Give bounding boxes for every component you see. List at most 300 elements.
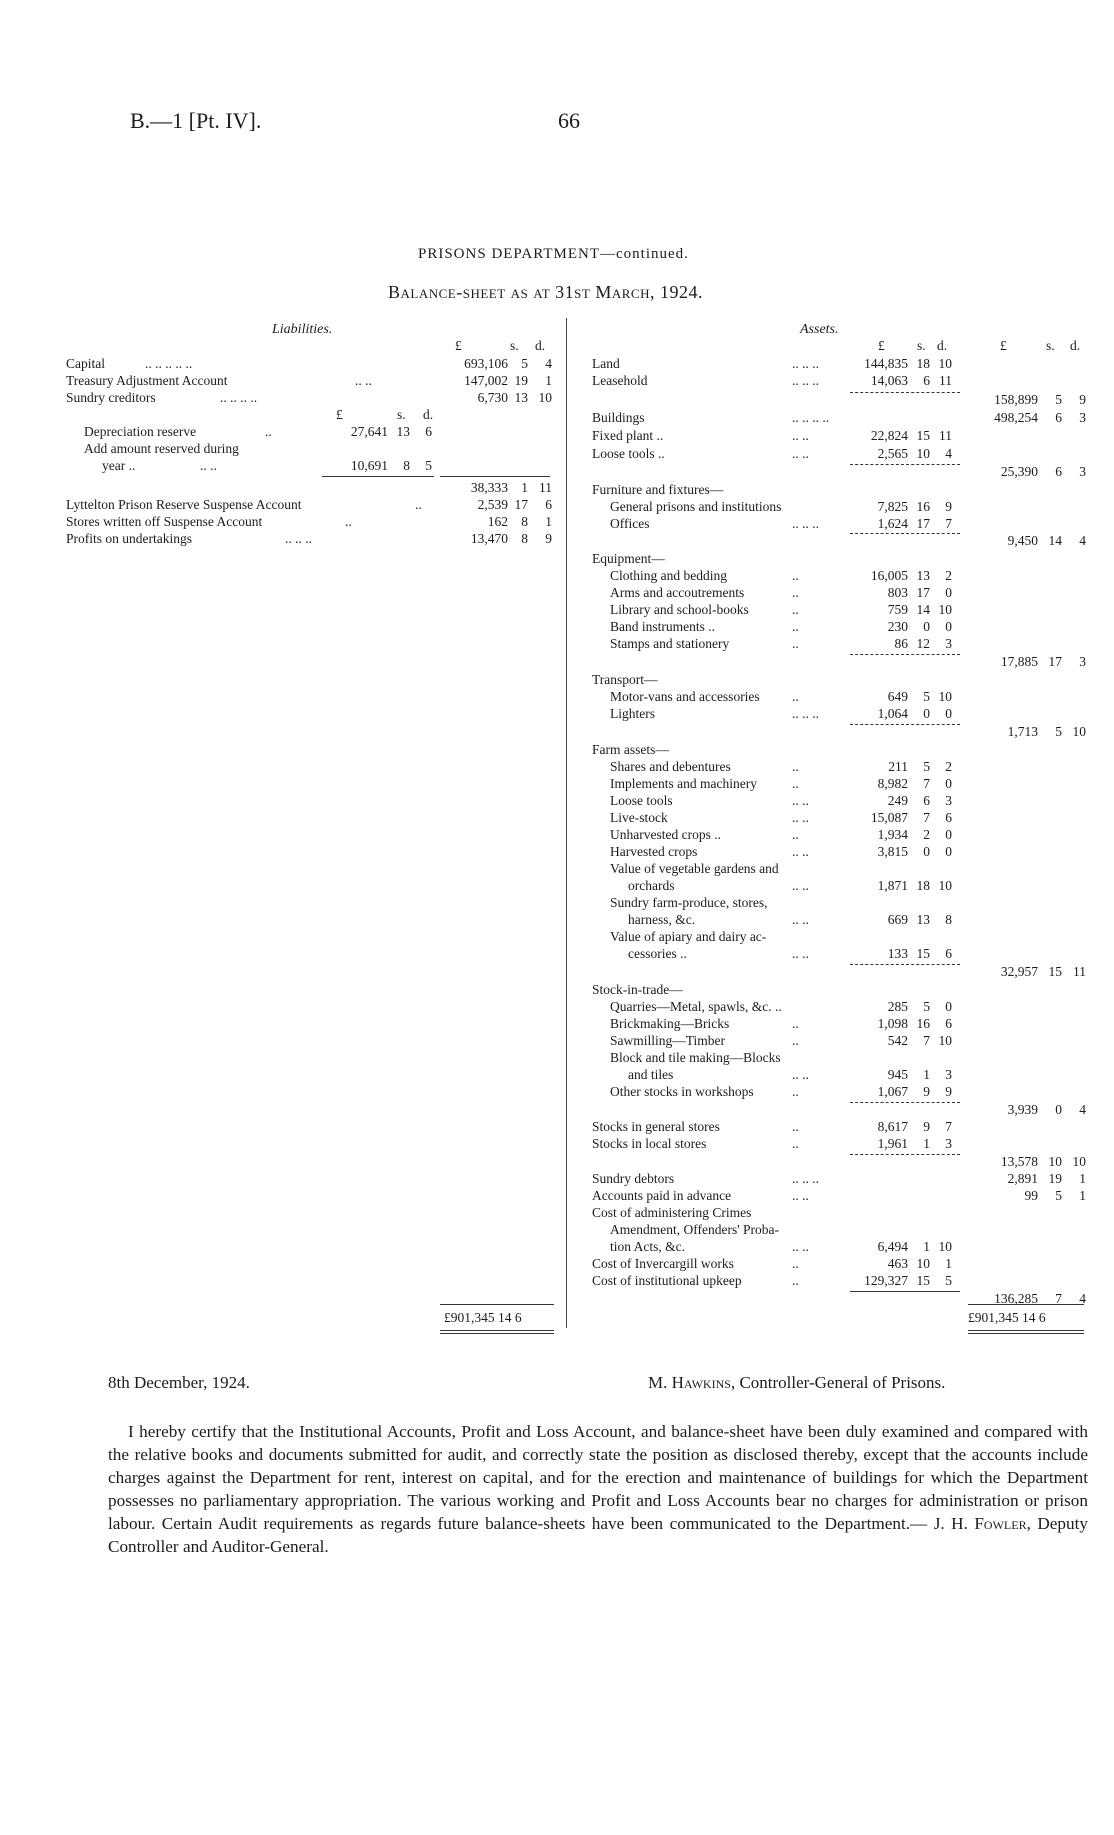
assets-outer-pound-header: £ xyxy=(1000,338,1007,353)
leader-dots: .. xyxy=(792,568,799,583)
subtotal-rule xyxy=(850,392,960,393)
asset-label: Implements and machinery xyxy=(610,776,757,791)
asset-total-pounds: 99 xyxy=(1024,1188,1038,1203)
asset-shillings: 16 xyxy=(916,499,930,514)
asset-total-shillings: 19 xyxy=(1048,1171,1062,1186)
asset-shillings: 1 xyxy=(923,1136,930,1151)
leader-dots: .. xyxy=(792,827,799,842)
liability-pounds: 13,470 xyxy=(470,531,508,546)
leader-dots: .. xyxy=(265,424,272,439)
asset-label: Other stocks in workshops xyxy=(610,1084,754,1099)
leader-dots: .. .. xyxy=(792,912,809,927)
asset-total-pounds: 3,939 xyxy=(1007,1102,1038,1117)
asset-shillings: 12 xyxy=(916,636,930,651)
asset-shillings: 7 xyxy=(923,776,930,791)
certificate-signer-title: Deputy Controller and Auditor-General. xyxy=(108,1514,1088,1556)
asset-pounds: 1,871 xyxy=(877,878,908,893)
asset-pence: 10 xyxy=(938,689,952,704)
asset-shillings: 2 xyxy=(923,827,930,842)
liability-label-sundry-creditors: Sundry creditors xyxy=(66,390,156,405)
asset-pence: 0 xyxy=(945,827,952,842)
asset-label: Accounts paid in advance xyxy=(592,1188,732,1203)
asset-pounds: 803 xyxy=(887,585,908,600)
reserve-pence: 5 xyxy=(425,458,432,473)
asset-pounds: 16,005 xyxy=(870,568,908,583)
asset-label: Value of apiary and dairy ac- xyxy=(610,929,767,944)
certificate-signer: J. H. Fowler, xyxy=(933,1514,1031,1533)
leader-dots: .. .. .. xyxy=(792,706,819,721)
leader-dots: .. xyxy=(792,1256,799,1271)
asset-pence: 10 xyxy=(938,1239,952,1254)
asset-total-shillings: 7 xyxy=(1055,1291,1062,1306)
asset-pounds: 1,098 xyxy=(877,1016,908,1031)
liability-pence: 6 xyxy=(545,497,552,512)
leader-dots: .. .. .. .. xyxy=(792,410,830,425)
liability-shillings: 19 xyxy=(514,373,528,388)
asset-shillings: 6 xyxy=(923,373,930,388)
asset-pence: 9 xyxy=(945,1084,952,1099)
asset-label: Brickmaking—Bricks xyxy=(610,1016,730,1031)
reserve-pence: 6 xyxy=(425,424,432,439)
asset-total-pence: 1 xyxy=(1079,1171,1086,1186)
asset-shillings: 14 xyxy=(916,602,930,617)
subtotal-rule xyxy=(850,654,960,655)
asset-pounds: 1,067 xyxy=(877,1084,908,1099)
page-number: 66 xyxy=(558,108,580,133)
subtotal-rule xyxy=(850,964,960,965)
leader-dots: .. .. .. .. .. xyxy=(145,356,193,371)
asset-label: Buildings xyxy=(592,410,645,425)
asset-label: Shares and debentures xyxy=(610,759,731,774)
subtotal-rule xyxy=(850,724,960,725)
asset-label: Amendment, Offenders' Proba- xyxy=(610,1222,780,1237)
asset-label: Block and tile making—Blocks xyxy=(610,1050,781,1065)
leader-dots: .. .. xyxy=(792,793,809,808)
asset-pounds: 463 xyxy=(887,1256,908,1271)
reserve-label-year: year .. xyxy=(102,458,136,473)
audit-certificate xyxy=(108,1420,1088,1558)
asset-total-pence: 11 xyxy=(1073,964,1086,979)
asset-label: Stamps and stationery xyxy=(610,636,730,651)
liability-label-treasury: Treasury Adjustment Account xyxy=(66,373,228,388)
asset-pence: 10 xyxy=(938,356,952,371)
asset-pounds: 669 xyxy=(887,912,908,927)
asset-total-pounds: 498,254 xyxy=(994,410,1038,425)
asset-total-pounds: 17,885 xyxy=(1000,654,1038,669)
subtotal-rule xyxy=(850,464,960,465)
total-double-rule xyxy=(440,1333,554,1334)
asset-pence: 10 xyxy=(938,1033,952,1048)
asset-pounds: 3,815 xyxy=(877,844,908,859)
asset-pounds: 129,327 xyxy=(864,1273,908,1288)
reserve-pence-header: d. xyxy=(423,407,434,422)
asset-shillings: 17 xyxy=(916,585,930,600)
assets-outer-pence-header: d. xyxy=(1070,338,1081,353)
leader-dots: .. .. xyxy=(792,810,809,825)
total-rule xyxy=(968,1304,1084,1305)
asset-label: Arms and accoutrements xyxy=(610,585,745,600)
asset-pence: 2 xyxy=(945,759,952,774)
asset-pence: 6 xyxy=(945,810,952,825)
reserve-pounds: 10,691 xyxy=(350,458,388,473)
asset-pence: 0 xyxy=(945,585,952,600)
asset-label: Live-stock xyxy=(610,810,668,825)
leader-dots: .. xyxy=(792,759,799,774)
liability-pounds: 2,539 xyxy=(477,497,508,512)
asset-pence: 6 xyxy=(945,946,952,961)
asset-label: Sundry debtors xyxy=(592,1171,675,1186)
asset-shillings: 7 xyxy=(923,810,930,825)
asset-label: Sundry farm-produce, stores, xyxy=(610,895,768,910)
asset-label: Equipment— xyxy=(592,551,665,566)
asset-label: Cost of administering Crimes xyxy=(592,1205,752,1220)
asset-label: Land xyxy=(592,356,620,371)
liability-pence: 4 xyxy=(545,356,552,371)
asset-total-pence: 4 xyxy=(1079,1102,1086,1117)
asset-label: Clothing and bedding xyxy=(610,568,727,583)
asset-pence: 7 xyxy=(945,516,952,531)
asset-total-pence: 10 xyxy=(1072,724,1086,739)
subtotal-rule xyxy=(440,476,550,477)
asset-pence: 0 xyxy=(945,706,952,721)
asset-pounds: 2,565 xyxy=(877,446,908,461)
leader-dots: .. .. .. xyxy=(792,373,819,388)
signature-date: 8th December, 1924. xyxy=(108,1373,250,1392)
asset-pounds: 1,934 xyxy=(877,827,908,842)
asset-shillings: 10 xyxy=(916,1256,930,1271)
leader-dots: .. .. .. xyxy=(792,516,819,531)
total-rule xyxy=(440,1304,554,1305)
liability-pence: 1 xyxy=(545,514,552,529)
reserve-label-depreciation: Depreciation reserve xyxy=(84,424,197,439)
asset-pence: 0 xyxy=(945,999,952,1014)
asset-shillings: 9 xyxy=(923,1119,930,1134)
reserve-shilling-header: s. xyxy=(397,407,406,422)
reserve-pounds: 27,641 xyxy=(350,424,388,439)
asset-shillings: 16 xyxy=(916,1016,930,1031)
asset-shillings: 18 xyxy=(916,356,930,371)
reserve-shillings: 13 xyxy=(396,424,410,439)
asset-pounds: 649 xyxy=(887,689,908,704)
asset-pence: 10 xyxy=(938,878,952,893)
liability-label-capital: Capital xyxy=(66,356,105,371)
liability-shillings: 5 xyxy=(521,356,528,371)
liability-shillings: 17 xyxy=(514,497,528,512)
asset-total-shillings: 17 xyxy=(1048,654,1062,669)
asset-total-pence: 10 xyxy=(1072,1154,1086,1169)
leader-dots: .. xyxy=(792,776,799,791)
leader-dots: .. .. xyxy=(792,946,809,961)
leader-dots: .. xyxy=(792,619,799,634)
asset-pounds: 86 xyxy=(894,636,908,651)
signature-name: M. Hawkins, xyxy=(648,1373,736,1392)
leader-dots: .. xyxy=(345,514,352,529)
leader-dots: .. xyxy=(415,497,422,512)
asset-pounds: 1,624 xyxy=(877,516,908,531)
liability-pounds: 693,106 xyxy=(464,356,508,371)
reserve-total-pence: 11 xyxy=(539,480,552,495)
asset-label: Band instruments .. xyxy=(610,619,715,634)
asset-total-shillings: 14 xyxy=(1048,533,1062,548)
asset-shillings: 1 xyxy=(923,1067,930,1082)
document-reference: B.—1 [Pt. IV]. xyxy=(130,108,262,133)
asset-label: General prisons and institutions xyxy=(610,499,782,514)
asset-label: Stocks in local stores xyxy=(592,1136,707,1151)
asset-total-pounds: 9,450 xyxy=(1007,533,1038,548)
asset-pence: 6 xyxy=(945,1016,952,1031)
subtotal-rule xyxy=(850,1154,960,1155)
leader-dots: .. .. xyxy=(792,428,809,443)
asset-label: Loose tools .. xyxy=(592,446,665,461)
total-double-rule xyxy=(968,1330,1084,1331)
leader-dots: .. xyxy=(792,636,799,651)
asset-pence: 8 xyxy=(945,912,952,927)
leader-dots: .. .. .. .. xyxy=(220,390,258,405)
asset-label: Sawmilling—Timber xyxy=(610,1033,726,1048)
leader-dots: .. .. xyxy=(792,1067,809,1082)
liability-label-profits: Profits on undertakings xyxy=(66,531,192,546)
asset-label: Fixed plant .. xyxy=(592,428,664,443)
reserve-pound-header: £ xyxy=(336,407,343,422)
asset-pence: 7 xyxy=(945,1119,952,1134)
column-divider xyxy=(566,318,567,1328)
asset-pounds: 14,063 xyxy=(870,373,908,388)
asset-label: tion Acts, &c. xyxy=(610,1239,685,1254)
leader-dots: .. xyxy=(792,1084,799,1099)
asset-total-shillings: 5 xyxy=(1055,1188,1062,1203)
liabilities-shilling-header: s. xyxy=(510,338,519,353)
asset-label: harness, &c. xyxy=(628,912,696,927)
asset-total-shillings: 5 xyxy=(1055,392,1062,407)
asset-shillings: 5 xyxy=(923,759,930,774)
asset-pence: 9 xyxy=(945,499,952,514)
asset-label: Furniture and fixtures— xyxy=(592,482,724,497)
asset-label: Loose tools xyxy=(610,793,673,808)
asset-label: Quarries—Metal, spawls, &c. .. xyxy=(610,999,782,1014)
asset-pence: 3 xyxy=(945,1067,952,1082)
subtotal-rule xyxy=(850,1102,960,1103)
asset-label: Library and school-books xyxy=(610,602,749,617)
asset-label: Farm assets— xyxy=(592,742,669,757)
asset-pence: 2 xyxy=(945,568,952,583)
asset-label: cessories .. xyxy=(628,946,687,961)
asset-shillings: 15 xyxy=(916,946,930,961)
leader-dots: .. xyxy=(792,1119,799,1134)
asset-pounds: 6,494 xyxy=(877,1239,908,1254)
leader-dots: .. .. xyxy=(792,446,809,461)
asset-total-pounds: 25,390 xyxy=(1000,464,1038,479)
leader-dots: .. .. .. xyxy=(792,1171,819,1186)
asset-total-pounds: 158,899 xyxy=(994,392,1038,407)
asset-total-shillings: 5 xyxy=(1055,724,1062,739)
asset-shillings: 13 xyxy=(916,912,930,927)
assets-heading: Assets. xyxy=(800,322,839,337)
liabilities-heading: Liabilities. xyxy=(272,322,333,337)
asset-total-pence: 3 xyxy=(1079,410,1086,425)
liability-pounds: 147,002 xyxy=(464,373,508,388)
asset-pounds: 285 xyxy=(887,999,908,1014)
leader-dots: .. .. xyxy=(200,458,217,473)
asset-pence: 5 xyxy=(945,1273,952,1288)
signature-block xyxy=(648,1373,945,1393)
total-double-rule xyxy=(968,1333,1084,1334)
asset-pence: 0 xyxy=(945,619,952,634)
sheet-title: Balance-sheet as at 31st March, 1924. xyxy=(388,282,703,302)
assets-inner-pence-header: d. xyxy=(937,338,948,353)
asset-total-shillings: 6 xyxy=(1055,464,1062,479)
asset-shillings: 15 xyxy=(916,1273,930,1288)
certificate-text: I hereby certify that the Institutional Accounts, Profit and Loss Account, and balance-sheet have been duly examined and compared with the relative books and documents submitted for audit, and correctly state the position as disclosed thereby, except that the accounts include charges against the Department for rent, interest on capital, and for the erection and maintenance of buildings for which the Department possesses no parliamentary appropriation. The various working and Profit and Loss Accounts bear no charges for administration or prison labour. Certain Audit requirements as regards future balance-sheets have been communicated to the Department.— xyxy=(108,1422,1088,1533)
asset-label: Stock-in-trade— xyxy=(592,982,683,997)
leader-dots: .. xyxy=(792,602,799,617)
asset-pounds: 759 xyxy=(887,602,908,617)
asset-label: Unharvested crops .. xyxy=(610,827,721,842)
asset-pence: 10 xyxy=(938,602,952,617)
asset-shillings: 1 xyxy=(923,1239,930,1254)
leader-dots: .. .. .. xyxy=(792,356,819,371)
liability-pounds: 162 xyxy=(487,514,508,529)
asset-total-pence: 9 xyxy=(1079,392,1086,407)
asset-pounds: 211 xyxy=(888,759,908,774)
subtotal-rule xyxy=(850,533,960,534)
asset-pounds: 7,825 xyxy=(877,499,908,514)
asset-shillings: 9 xyxy=(923,1084,930,1099)
reserve-shillings: 8 xyxy=(403,458,410,473)
asset-total-pounds: 136,285 xyxy=(994,1291,1038,1306)
asset-pence: 3 xyxy=(945,793,952,808)
asset-total-pounds: 13,578 xyxy=(1000,1154,1038,1169)
liability-pounds: 6,730 xyxy=(477,390,508,405)
liabilities-pence-header: d. xyxy=(535,338,546,353)
leader-dots: .. xyxy=(792,689,799,704)
asset-total-pounds: 32,957 xyxy=(1000,964,1038,979)
asset-total-shillings: 10 xyxy=(1048,1154,1062,1169)
asset-label: Cost of institutional upkeep xyxy=(592,1273,742,1288)
liability-pence: 9 xyxy=(545,531,552,546)
asset-total-pence: 1 xyxy=(1079,1188,1086,1203)
asset-pounds: 1,961 xyxy=(877,1136,908,1151)
asset-pence: 4 xyxy=(945,446,952,461)
assets-outer-shilling-header: s. xyxy=(1046,338,1055,353)
asset-pence: 3 xyxy=(945,636,952,651)
asset-label: orchards xyxy=(628,878,675,893)
total-double-rule xyxy=(440,1330,554,1331)
asset-pounds: 230 xyxy=(887,619,908,634)
liability-label-stores-written-off: Stores written off Suspense Account xyxy=(66,514,263,529)
liability-shillings: 8 xyxy=(521,531,528,546)
asset-shillings: 0 xyxy=(923,619,930,634)
asset-label: Lighters xyxy=(610,706,655,721)
asset-pounds: 144,835 xyxy=(864,356,908,371)
asset-pence: 3 xyxy=(945,1136,952,1151)
asset-label: and tiles xyxy=(628,1067,674,1082)
reserve-total-shillings: 1 xyxy=(521,480,528,495)
asset-total-shillings: 6 xyxy=(1055,410,1062,425)
asset-pence: 11 xyxy=(939,428,952,443)
asset-pounds: 1,064 xyxy=(877,706,908,721)
asset-pounds: 8,982 xyxy=(877,776,908,791)
asset-shillings: 5 xyxy=(923,689,930,704)
asset-label: Leasehold xyxy=(592,373,648,388)
asset-total-shillings: 15 xyxy=(1048,964,1062,979)
asset-total-pence: 4 xyxy=(1079,533,1086,548)
asset-label: Value of vegetable gardens and xyxy=(610,861,779,876)
asset-label: Harvested crops xyxy=(610,844,698,859)
leader-dots: .. .. xyxy=(792,1188,809,1203)
asset-total-pence: 4 xyxy=(1079,1291,1086,1306)
assets-inner-shilling-header: s. xyxy=(917,338,926,353)
leader-dots: .. .. xyxy=(792,878,809,893)
asset-pence: 1 xyxy=(945,1256,952,1271)
assets-inner-pound-header: £ xyxy=(878,338,885,353)
asset-shillings: 10 xyxy=(916,446,930,461)
liability-label-lyttelton: Lyttelton Prison Reserve Suspense Account xyxy=(66,497,302,512)
asset-total-shillings: 0 xyxy=(1055,1102,1062,1117)
leader-dots: .. xyxy=(792,1136,799,1151)
asset-shillings: 0 xyxy=(923,706,930,721)
asset-total-pence: 3 xyxy=(1079,464,1086,479)
asset-label: Motor-vans and accessories xyxy=(610,689,760,704)
liability-pence: 1 xyxy=(545,373,552,388)
leader-dots: .. xyxy=(792,1273,799,1288)
asset-shillings: 5 xyxy=(923,999,930,1014)
leader-dots: .. .. xyxy=(355,373,372,388)
asset-pounds: 22,824 xyxy=(870,428,908,443)
liabilities-grand-total: £901,345 14 6 xyxy=(444,1310,522,1325)
asset-shillings: 13 xyxy=(916,568,930,583)
asset-pounds: 133 xyxy=(887,946,908,961)
leader-dots: .. xyxy=(792,1033,799,1048)
leader-dots: .. xyxy=(792,585,799,600)
asset-pence: 0 xyxy=(945,844,952,859)
reserve-total-pounds: 38,333 xyxy=(470,480,508,495)
asset-label: Stocks in general stores xyxy=(592,1119,720,1134)
subtotal-rule xyxy=(850,1291,960,1292)
asset-pounds: 8,617 xyxy=(877,1119,908,1134)
asset-pounds: 542 xyxy=(887,1033,908,1048)
signature-title: Controller-General of Prisons. xyxy=(739,1373,946,1392)
asset-total-pence: 3 xyxy=(1079,654,1086,669)
asset-pence: 11 xyxy=(939,373,952,388)
asset-shillings: 15 xyxy=(916,428,930,443)
asset-pence: 0 xyxy=(945,776,952,791)
asset-total-pounds: 2,891 xyxy=(1007,1171,1038,1186)
liability-shillings: 13 xyxy=(514,390,528,405)
department-title: PRISONS DEPARTMENT—continued. xyxy=(418,246,689,262)
leader-dots: .. xyxy=(792,1016,799,1031)
asset-shillings: 7 xyxy=(923,1033,930,1048)
asset-shillings: 6 xyxy=(923,793,930,808)
liabilities-pound-header: £ xyxy=(455,338,462,353)
assets-grand-total: £901,345 14 6 xyxy=(968,1310,1046,1325)
asset-pounds: 945 xyxy=(887,1067,908,1082)
asset-shillings: 0 xyxy=(923,844,930,859)
asset-label: Cost of Invercargill works xyxy=(592,1256,734,1271)
asset-pounds: 249 xyxy=(887,793,908,808)
reserve-label-add: Add amount reserved during xyxy=(84,441,239,456)
leader-dots: .. .. xyxy=(792,844,809,859)
leader-dots: .. .. .. xyxy=(285,531,312,546)
asset-label: Offices xyxy=(610,516,650,531)
liability-pence: 10 xyxy=(538,390,552,405)
leader-dots: .. .. xyxy=(792,1239,809,1254)
subtotal-rule xyxy=(322,476,434,477)
asset-label: Transport— xyxy=(592,672,658,687)
liability-shillings: 8 xyxy=(521,514,528,529)
asset-pounds: 15,087 xyxy=(870,810,908,825)
asset-shillings: 17 xyxy=(916,516,930,531)
asset-shillings: 18 xyxy=(916,878,930,893)
